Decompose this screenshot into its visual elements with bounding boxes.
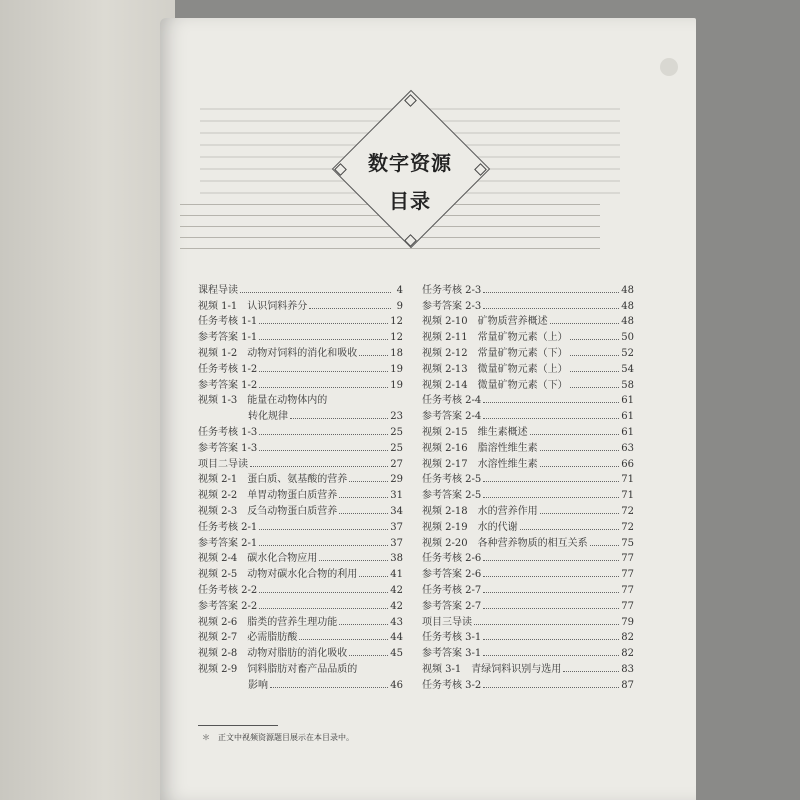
leader-dots [259,371,388,372]
leader-dots [339,624,388,625]
toc-entry-label: 任务考核 2-5 [422,474,482,486]
toc-entry-page: 79 [621,616,634,628]
toc-entry [198,580,403,596]
toc-entry-label: 转化规律 [198,411,288,423]
leader-dots [259,608,388,609]
toc-entry-label: 任务考核 3-2 [422,679,482,691]
toc-entry-page: 77 [621,569,634,581]
toc-entry [422,470,634,486]
toc-entry-page: 44 [390,632,403,644]
toc-entry [198,659,403,675]
toc-entry-label: 视频 2-13 微量矿物元素（上） [422,363,568,375]
toc-entry-label: 项目二导读 [198,458,248,470]
toc-entry-page: 43 [390,616,403,628]
toc-entry-label: 视频 2-15 维生素概述 [422,426,528,438]
leader-dots [259,434,388,435]
toc-entry-label: 影响 [198,679,268,691]
toc-entry-label: 视频 2-10 矿物质营养概述 [422,316,548,328]
toc-entry-page: 37 [390,521,403,533]
toc-entry [422,296,634,312]
toc-entry-page: 54 [621,363,634,375]
toc-entry [422,612,634,628]
toc-entry [422,422,634,438]
toc-entry [198,454,403,470]
toc-entry-label: 视频 2-14 微量矿物元素（下） [422,379,568,391]
book-page [160,18,696,800]
toc-entry [422,549,634,565]
toc-entry-label: 课程导读 [198,284,238,296]
toc-entry-label: 参考答案 1-2 [198,379,258,391]
leader-dots [550,323,620,324]
toc-entry [422,359,634,375]
toc-entry-page: 25 [390,426,403,438]
toc-entry [198,596,403,612]
toc-entry-page: 48 [621,284,634,296]
leader-dots [483,687,619,688]
toc-entry-label: 任务考核 1-2 [198,363,258,375]
leader-dots [570,387,620,388]
leader-dots [299,639,388,640]
toc-entry-label: 视频 2-20 各种营养物质的相互关系 [422,537,588,549]
toc-entry [198,359,403,375]
leader-dots [520,529,620,530]
toc-entry-page: 41 [390,569,403,581]
toc-entry-label: 参考答案 1-3 [198,442,258,454]
toc-entry-page: 82 [621,632,634,644]
toc-entry [198,517,403,533]
toc-entry [198,343,403,359]
leader-dots [259,592,388,593]
toc-entry-label: 参考答案 2-4 [422,411,482,423]
leader-dots [483,608,619,609]
toc-entry-label: 视频 2-16 脂溶性维生素 [422,442,538,454]
toc-entry [422,596,634,612]
toc-entry-label: 视频 2-7 必需脂肪酸 [198,632,298,644]
toc-entry-page: 58 [621,379,634,391]
toc-entry-label: 任务考核 2-3 [422,284,482,296]
toc-entry-label: 视频 1-3 能量在动物体内的 [198,395,328,407]
toc-entry-page: 77 [621,553,634,565]
toc-entry-label: 任务考核 3-1 [422,632,482,644]
toc-entry-page: 48 [621,316,634,328]
toc-entry-label: 视频 2-18 水的营养作用 [422,505,538,517]
toc-entry-page: 9 [396,300,403,312]
leader-dots [339,497,388,498]
toc-entry-label: 视频 2-6 脂类的营养生理功能 [198,616,338,628]
toc-entry-page: 77 [621,584,634,596]
leader-dots [259,339,388,340]
logo-mark [660,58,678,76]
toc-entry [422,533,634,549]
toc-entry-label: 参考答案 2-2 [198,600,258,612]
toc-entry [198,422,403,438]
toc-entry [422,580,634,596]
toc-entry [422,280,634,296]
toc-entry-label: 参考答案 2-6 [422,569,482,581]
toc-entry [198,533,403,549]
title-line-2: 目录 [389,189,431,213]
leader-dots [540,450,620,451]
leader-dots [474,624,619,625]
toc-entry-page: 27 [390,458,403,470]
toc-entry-label: 参考答案 1-1 [198,332,258,344]
toc-entry-label: 视频 2-9 饲料脂肪对畜产品品质的 [198,663,358,675]
toc-entry [198,643,403,659]
leader-dots [259,387,388,388]
toc-entry [198,438,403,454]
toc-entry [198,312,403,328]
leader-dots [349,481,388,482]
toc-entry-page: 71 [621,490,634,502]
toc-entry-page: 31 [390,490,403,502]
toc-entry-label: 任务考核 2-6 [422,553,482,565]
leader-dots [250,466,388,467]
toc-entry-label: 视频 2-11 常量矿物元素（上） [422,332,568,344]
leader-dots [259,450,388,451]
leader-dots [570,371,620,372]
leader-dots [540,466,620,467]
leader-dots [570,339,620,340]
leader-dots [483,592,619,593]
toc-entry [198,628,403,644]
toc-entry-label: 视频 2-2 单胃动物蛋白质营养 [198,490,338,502]
toc-entry-label: 视频 2-3 反刍动物蛋白质营养 [198,505,338,517]
toc-entry-label: 视频 2-4 碳水化合物应用 [198,553,318,565]
toc-entry-page: 12 [390,332,403,344]
toc-entry-label: 参考答案 2-1 [198,537,258,549]
toc-entry-page: 72 [621,521,634,533]
toc-entry-label: 视频 2-8 动物对脂肪的消化吸收 [198,648,348,660]
toc-entry [198,501,403,517]
toc-entry-page: 38 [390,553,403,565]
leader-dots [540,513,620,514]
leader-dots [483,497,619,498]
leader-dots [483,402,619,403]
toc-entry [422,375,634,391]
leader-dots [240,292,391,293]
toc-entry-page: 42 [390,600,403,612]
leader-dots [483,560,619,561]
toc-entry [198,485,403,501]
toc-entry-page: 50 [621,332,634,344]
toc-entry-page: 19 [390,379,403,391]
toc-entry-page: 66 [621,458,634,470]
toc-entry [422,312,634,328]
toc-entry-label: 参考答案 2-5 [422,490,482,502]
toc-entry-page: 48 [621,300,634,312]
toc-entry-label: 任务考核 2-2 [198,584,258,596]
toc-entry-page: 29 [390,474,403,486]
page-title [340,144,480,220]
leader-dots [483,576,619,577]
leader-dots [483,418,619,419]
toc-entry-label: 参考答案 2-3 [422,300,482,312]
toc-entry-label: 视频 1-2 动物对饲料的消化和吸收 [198,347,358,359]
toc-entry-page: 61 [621,426,634,438]
leader-dots [339,513,388,514]
toc-entry-label: 任务考核 2-7 [422,584,482,596]
toc-entry-page: 46 [390,679,403,691]
toc-entry-page: 75 [621,537,634,549]
toc-entry [198,296,403,312]
leader-dots [309,308,391,309]
leader-dots [259,529,388,530]
toc-entry-page: 23 [390,411,403,423]
toc-entry-page: 87 [621,679,634,691]
toc-entry-label: 任务考核 1-1 [198,316,258,328]
toc-entry-page: 45 [390,648,403,660]
toc-entry-page: 12 [390,316,403,328]
leader-dots [590,545,620,546]
leader-dots [349,655,388,656]
leader-dots [483,292,619,293]
toc-entry [422,485,634,501]
footnote: ＊ 正文中视频资源题目展示在本目录中。 [202,733,354,742]
toc-entry-label: 视频 2-12 常量矿物元素（下） [422,347,568,359]
toc-entry [422,643,634,659]
toc-entry-label: 参考答案 2-7 [422,600,482,612]
toc-entry [422,391,634,407]
toc-entry [422,564,634,580]
toc-entry-label: 视频 2-17 水溶性维生素 [422,458,538,470]
toc-entry [422,675,634,691]
toc-entry [422,454,634,470]
toc-entry-label: 任务考核 2-1 [198,521,258,533]
toc-entry-label: 视频 3-1 青绿饲料识别与选用 [422,663,562,675]
toc-entry [422,501,634,517]
toc-entry-label: 视频 2-19 水的代谢 [422,521,518,533]
toc-entry-label: 视频 2-5 动物对碳水化合物的利用 [198,569,358,581]
leader-dots [483,639,619,640]
toc-entry [198,675,403,691]
toc-entry-label: 视频 2-1 蛋白质、氨基酸的营养 [198,474,348,486]
toc-entry-label: 任务考核 1-3 [198,426,258,438]
toc-entry-label: 项目三导读 [422,616,472,628]
leader-dots [259,323,388,324]
toc-entry-label: 视频 1-1 认识饲料养分 [198,300,308,312]
leader-dots [483,655,619,656]
leader-dots [563,671,619,672]
toc-entry [198,612,403,628]
toc-entry-page: 72 [621,505,634,517]
toc-entry [198,280,403,296]
leader-dots [259,545,388,546]
toc-entry-page: 37 [390,537,403,549]
toc-entry-page: 42 [390,584,403,596]
toc-entry-page: 71 [621,474,634,486]
toc-entry-page: 25 [390,442,403,454]
toc-entry [422,438,634,454]
leader-dots [530,434,620,435]
toc-entry-page: 4 [396,284,403,296]
toc-entry [422,659,634,675]
title-line-1: 数字资源 [368,151,452,175]
footnote-rule [198,725,278,726]
leader-dots [570,355,620,356]
toc-entry-page: 52 [621,347,634,359]
toc-entry-page: 63 [621,442,634,454]
leader-dots [319,560,388,561]
toc-entry-label: 任务考核 2-4 [422,395,482,407]
leader-dots [359,576,388,577]
toc-entry [198,327,403,343]
toc-entry [422,517,634,533]
leader-dots [483,481,619,482]
toc-column-left [198,280,403,691]
toc-entry [198,549,403,565]
toc-entry-page: 83 [621,663,634,675]
toc-entry [422,343,634,359]
toc-entry [198,564,403,580]
leader-dots [359,355,388,356]
leader-dots [483,308,619,309]
toc-entry [198,375,403,391]
toc-entry-page: 18 [390,347,403,359]
toc-entry [198,391,403,407]
toc-entry-page: 61 [621,395,634,407]
toc-entry-page: 34 [390,505,403,517]
toc-entry [198,406,403,422]
toc-entry-page: 19 [390,363,403,375]
toc-entry [422,406,634,422]
toc-column-right [422,280,634,691]
left-page-edge [0,0,175,800]
toc-entry-page: 77 [621,600,634,612]
leader-dots [270,687,388,688]
toc-entry [422,628,634,644]
leader-dots [290,418,388,419]
toc-entry [198,470,403,486]
toc-entry-label: 参考答案 3-1 [422,648,482,660]
toc-entry-page: 82 [621,648,634,660]
toc-entry [422,327,634,343]
toc-entry-page: 61 [621,411,634,423]
